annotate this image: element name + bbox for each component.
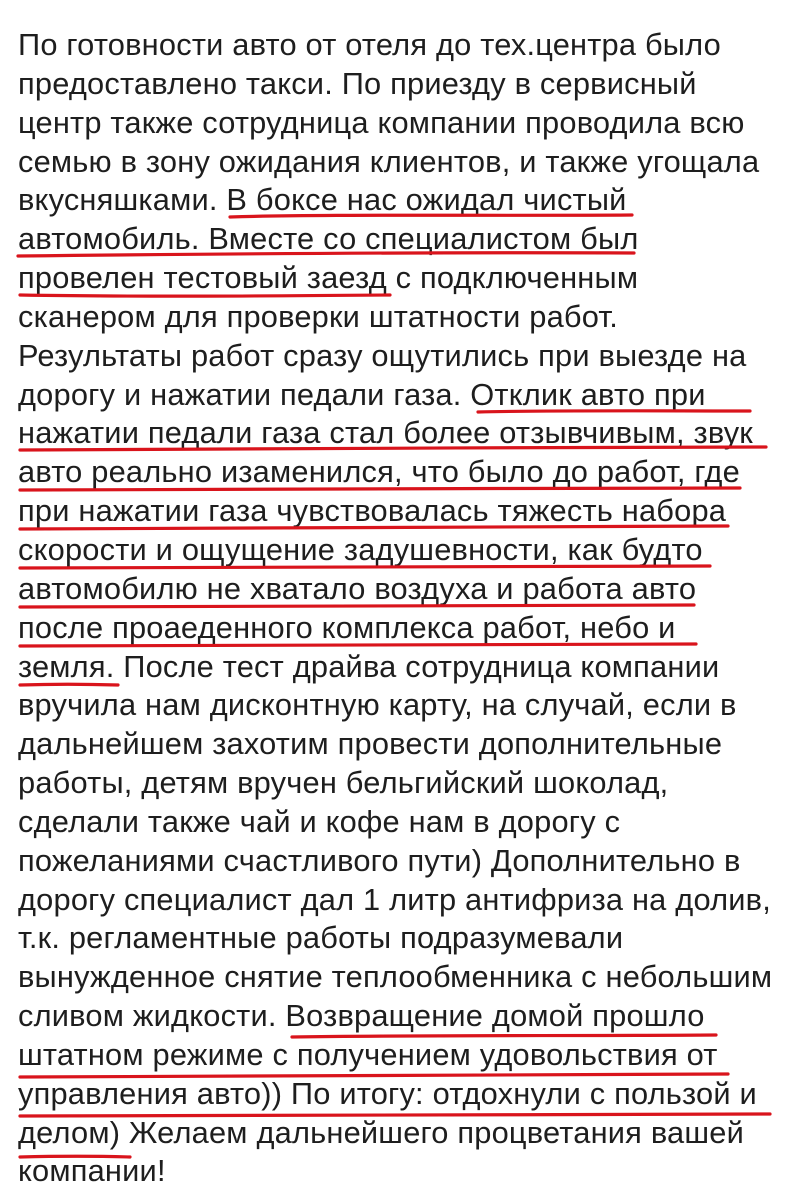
text-line: предоставлено такси. По приезду в сервисный [18, 65, 697, 101]
text-line: т.к. регламентные работы подразумевали [18, 920, 624, 956]
text-line: По готовности авто от отеля до тех.центра было [18, 27, 722, 62]
text-line: дальнейшем захотим провести дополнительные [18, 726, 723, 762]
text-line: при нажатии газа чувствовалась тяжесть набора [18, 493, 727, 529]
review-text [18, 26, 798, 1191]
text-line: вкусняшками. В боксе нас ожидал чистый [18, 182, 627, 218]
text-line: после проаеденного комплекса работ, небо и [18, 609, 676, 645]
text-line: Результаты работ сразу ощутились при выезде на [18, 337, 747, 373]
text-line: делом) Желаем дальнейшего процветания вашей [18, 1114, 745, 1150]
text-line: провелен тестовый заезд с подключенным [18, 260, 639, 296]
text-line: авто реально изаменился, что было до работ, где [18, 454, 740, 490]
text-line: компании! [18, 1153, 166, 1189]
text-line: автомобиль. Вместе со специалистом был [18, 221, 639, 257]
text-line: сканером для проверки штатности работ. [18, 298, 619, 334]
text-line: нажатии педали газа стал более отзывчивым, звук [18, 415, 753, 451]
text-line: управления авто)) По итогу: отдохнули с пользой и [18, 1075, 757, 1111]
text-line: автомобилю не хватало воздуха и работа авто [18, 570, 697, 606]
text-line: центр также сотрудница компании проводила всю [18, 104, 745, 140]
text-line: пожеланиями счастливого пути) Дополнительно в [18, 842, 741, 878]
text-line: скорости и ощущение задушевности, как будто [18, 531, 703, 567]
text-line: вынужденное снятие теплообменника с небольшим [18, 959, 773, 995]
text-line: сделали также чай и кофе нам в дорогу с [18, 803, 621, 839]
text-line: дорогу специалист дал 1 литр антифриза на долив, [18, 881, 771, 917]
text-line: земля. После тест драйва сотрудница компании [18, 648, 720, 684]
text-line: семью в зону ожидания клиентов, и также угощала [18, 143, 760, 179]
text-line: штатном режиме с получением удовольствия от [18, 1036, 718, 1072]
text-line: вручила нам дисконтную карту, на случай, если в [18, 687, 737, 723]
text-line: дорогу и нажатии педали газа. Отклик авто при [18, 376, 706, 412]
text-line: работы, детям вручен бельгийский шоколад, [18, 765, 669, 801]
text-line: сливом жидкости. Возвращение домой прошло [18, 998, 705, 1034]
